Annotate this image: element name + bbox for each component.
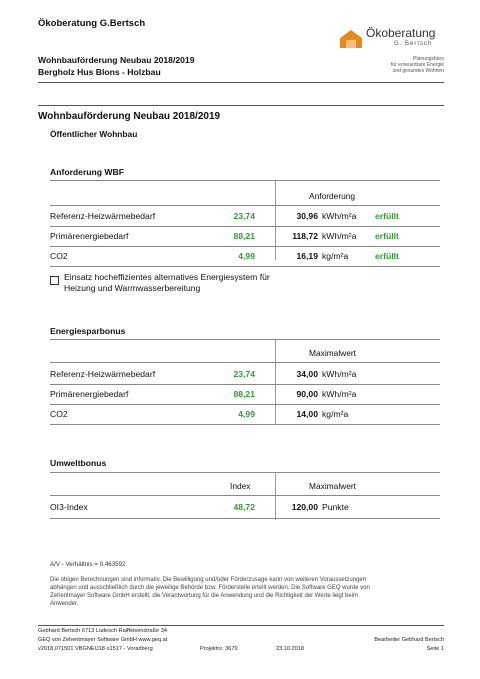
col-header-index: Index <box>230 481 251 491</box>
header-project: Bergholz Hus Blons - Holzbau <box>38 67 161 77</box>
row-label: Referenz-Heizwärmebedarf <box>50 369 156 379</box>
row-unit: kWh/m²a <box>322 369 357 379</box>
footer-address: Gebhard Bertsch 6713 Ludesch Raiffeisenstraße 34 <box>38 628 167 634</box>
disclaimer-line-4: Anwender. <box>50 601 79 607</box>
row-divider <box>50 404 440 405</box>
av-ratio: A/V - Verhältnis = 0,463592 <box>50 561 126 568</box>
row-max: 14,00 <box>296 409 318 419</box>
row-divider <box>50 518 440 519</box>
row-unit: kg/m²a <box>322 251 349 261</box>
row-unit: Punkte <box>322 502 349 512</box>
company-logo <box>338 22 448 80</box>
header-divider <box>38 82 444 83</box>
company-name: Ökoberatung G.Bertsch <box>38 18 146 29</box>
row-divider <box>50 424 440 425</box>
house-icon <box>338 28 364 50</box>
col-header-maximalwert: Maximalwert <box>309 348 356 358</box>
row-divider <box>50 266 440 267</box>
row-value: 88,21 <box>233 389 255 399</box>
row-label: Primärenergiebedarf <box>50 389 129 399</box>
row-value: 23,74 <box>233 211 255 221</box>
doc-subtitle: Öffentlicher Wohnbau <box>50 129 138 139</box>
section1-rule <box>50 180 440 181</box>
row-unit: kg/m²a <box>322 409 349 419</box>
footer-editor: Bearbeiter Gebhard Bertsch <box>374 637 444 643</box>
logo-name: Ökoberatung <box>366 26 436 40</box>
row-value: 88,21 <box>233 231 255 241</box>
header-subtitle: Wohnbauförderung Neubau 2018/2019 <box>38 55 195 65</box>
status-badge: erfüllt <box>375 251 399 261</box>
title-divider-top <box>38 105 444 106</box>
row-divider <box>50 226 440 227</box>
row-value: 4,99 <box>238 409 255 419</box>
logo-tag-1: Planungsbüro <box>413 56 444 62</box>
logo-tag-3: und gesundes Wohnen <box>392 68 444 74</box>
footer-project: Projektnr. 3670 <box>200 646 238 652</box>
footer-page: Seite 1 <box>426 646 444 652</box>
row-value: 4,99 <box>238 251 255 261</box>
disclaimer-line-2: abhängen und ausschließlich durch die jeweilige Behörde bzw. Förderstelle erteilt werden. Die Software GEQ wurde von <box>50 585 370 591</box>
section3-vline <box>275 472 276 520</box>
row-value: 23,74 <box>233 369 255 379</box>
row-max: 120,00 <box>291 502 318 512</box>
section2-rule <box>50 339 440 340</box>
row-label: OI3-Index <box>50 502 88 512</box>
checkbox-label-1: Einsatz hocheffizientes alternatives Energiesystem für <box>64 272 270 282</box>
section-title-umweltbonus: Umweltbonus <box>50 458 107 468</box>
logo-sub: G. Bertsch <box>394 41 433 47</box>
row-label: CO2 <box>50 251 68 261</box>
row-label: CO2 <box>50 409 68 419</box>
section2-vline <box>275 339 276 424</box>
col-header-anforderung: Anforderung <box>309 191 356 201</box>
row-divider <box>50 246 440 247</box>
section-title-energiesparbonus: Energiesparbonus <box>50 326 126 336</box>
footer-version: v2018,071501 VBGNEU18 o1517 - Vorarlberg <box>38 646 153 652</box>
energy-system-checkbox[interactable] <box>50 276 59 285</box>
section1-vline <box>275 180 276 260</box>
row-requirement: 118,72 <box>292 231 318 241</box>
footer-software: GEQ von Zehentmayer Software GmbH www.geq.at <box>38 637 168 643</box>
row-unit: kWh/m²a <box>322 389 357 399</box>
section2-header-rule <box>50 362 440 363</box>
disclaimer-line-3: Zehentmayer Software GmbH erstellt, die Verantwortung für die Anwendung und die Richtigkeit der Werte liegt beim <box>50 593 359 599</box>
section1-header-rule <box>50 205 440 206</box>
row-divider <box>50 384 440 385</box>
row-label: Primärenergiebedarf <box>50 231 129 241</box>
checkbox-label-2: Heizung und Warmwasserbereitung <box>64 283 201 293</box>
disclaimer-line-1: Die obigen Berechnungen sind informativ. Die Bewilligung und/oder Förderzusage kann von weiteren Voraussetzungen <box>50 577 367 583</box>
section3-header-rule <box>50 495 440 496</box>
row-max: 90,00 <box>296 389 318 399</box>
row-requirement: 16,19 <box>296 251 318 261</box>
footer-divider <box>38 625 444 626</box>
logo-tag-2: für erneuerbare Energie <box>390 62 444 68</box>
row-requirement: 30,96 <box>296 211 318 221</box>
section-title-wbf: Anforderung WBF <box>50 167 124 177</box>
row-unit: kWh/m²a <box>322 231 357 241</box>
footer-date: 23.10.2018 <box>276 646 304 652</box>
status-badge: erfüllt <box>375 211 399 221</box>
col-header-maximalwert: Maximalwert <box>309 481 356 491</box>
doc-title: Wohnbauförderung Neubau 2018/2019 <box>38 111 221 122</box>
row-value: 48,72 <box>233 502 255 512</box>
section3-rule <box>50 472 440 473</box>
status-badge: erfüllt <box>375 231 399 241</box>
row-label: Referenz-Heizwärmebedarf <box>50 211 156 221</box>
row-unit: kWh/m²a <box>322 211 357 221</box>
row-max: 34,00 <box>296 369 318 379</box>
